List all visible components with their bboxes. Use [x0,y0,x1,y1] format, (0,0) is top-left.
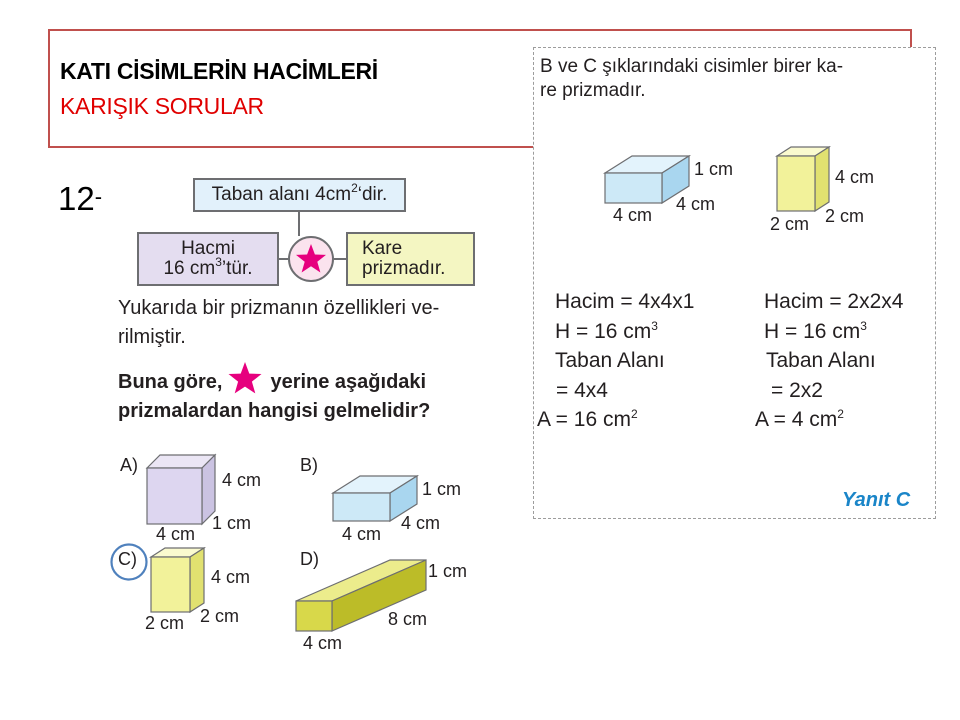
volume-box [137,232,279,286]
question-number-dash: - [94,184,103,209]
left-calculation [537,287,694,435]
right-calc-base-label: Taban Alanı [766,349,876,372]
option-a-cube[interactable] [147,455,217,535]
right-calculation [755,287,903,435]
question-number-value: 12 [58,180,95,217]
option-b-label[interactable]: B) [300,455,318,475]
option-a-width: 4 cm [156,524,196,544]
left-calc-volume: Hacim = 4x4x1 [555,290,695,313]
left-calc-area: A = 16 $cm^2$ [537,407,638,431]
prompt-part-a: Buna göre, [118,371,223,393]
base-area-text: Taban alanı $4cm^2‘dir$. [211,181,388,205]
answer-intro-line2: re prizmadır. [540,80,646,101]
option-d-height: 1 cm [428,561,468,581]
option-a-label[interactable]: A) [120,455,138,475]
option-c-depth: 2 cm [200,606,240,626]
option-a-depth: 1 cm [212,513,252,533]
option-d-depth: 8 cm [388,609,428,629]
answer-c-width: 2 cm [770,214,810,234]
prompt-part-b: yerine aşağıdaki [270,371,427,393]
volume-line2: 16 $cm^3’tür$. [163,255,253,279]
answer-c-depth: 2 cm [825,206,865,226]
left-calc-base-label: Taban Alanı [555,349,665,372]
prompt-line1 [118,368,430,397]
star-icon [228,361,262,395]
option-c-label[interactable]: C) [118,549,137,569]
page-title: KATI CİSİMLERİN HACİMLERİ [60,58,378,84]
answer-b-height: 1 cm [694,159,734,179]
page-subtitle: KARIŞIK SORULAR [60,93,264,119]
question-description [118,294,439,352]
option-c-height: 4 cm [211,567,251,587]
option-b-height: 1 cm [422,479,462,499]
right-calc-volume: Hacim = 2x2x4 [764,290,904,313]
option-d-width: 4 cm [303,633,343,653]
answer-intro [540,55,843,103]
square-line2: prizmadır. [362,258,446,279]
right-calc-base-expr: = 2x2 [771,378,823,402]
answer-intro-line1: B ve C şıklarındaki cisimler birer ka- [540,56,844,77]
answer-c-height: 4 cm [835,167,875,187]
right-calc-h: H = 16 $cm^3$ [764,318,867,343]
square-prism-box [346,232,475,286]
volume-line1: Hacmi [181,238,235,259]
left-calc-base-expr: = 4x4 [556,378,608,402]
option-b-width: 4 cm [342,524,382,544]
prompt-line2: prizmalardan hangisi gelmelidir? [118,400,431,422]
question-prompt [118,368,430,426]
answer-panel [533,47,936,519]
option-a-height: 4 cm [222,470,262,490]
option-c-width: 2 cm [145,613,185,633]
answer-result: Yanıt C [842,489,911,511]
desc-line2: rilmiştir. [118,326,186,348]
option-b-depth: 4 cm [401,513,441,533]
answer-b-width: 4 cm [613,205,653,225]
square-line1: Kare [362,238,403,259]
left-calc-h: H = 16 $cm^3$ [555,318,658,343]
desc-line1: Yukarıda bir prizmanın özellikleri ve- [118,297,440,319]
answer-b-depth: 4 cm [676,194,716,214]
right-calc-area: A = 4 $cm^2$ [755,407,844,431]
star-circle [287,235,337,285]
base-area-box [193,178,406,212]
option-d-label[interactable]: D) [300,549,319,569]
